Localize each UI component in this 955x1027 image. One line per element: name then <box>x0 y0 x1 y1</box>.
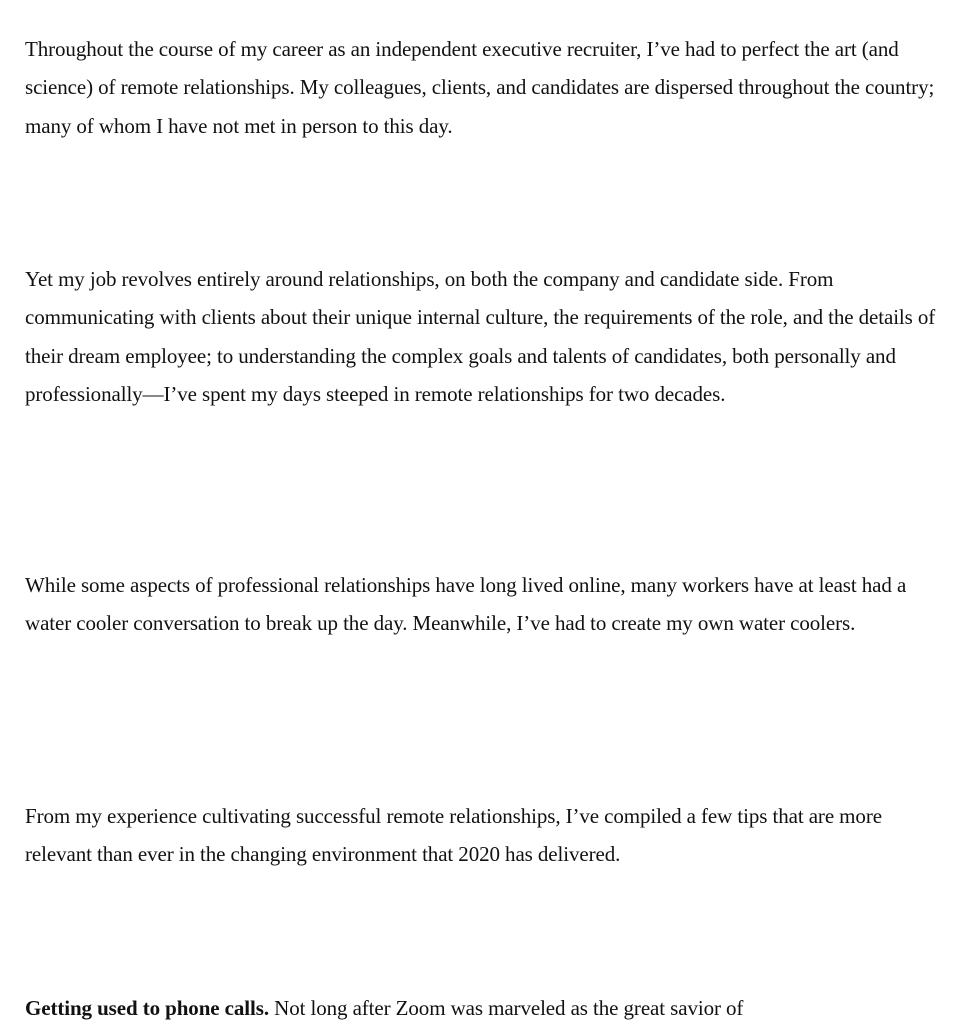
tip-heading: Getting used to phone calls. <box>25 996 269 1020</box>
paragraph-tip-phone-calls <box>25 989 940 1027</box>
paragraph-intro: Throughout the course of my career as an independent executive recruiter, I’ve had to perfect the art (and science) of remote relationships. My colleagues, clients, and candidates are dispersed throughout the country; many of whom I have not met in person to this day. <box>25 37 935 138</box>
paragraph-water-cooler: While some aspects of professional relationships have long lived online, many workers have at least had a water cooler conversation to break up the day. Meanwhile, I’ve had to create my own water coolers. <box>25 573 907 636</box>
paragraph-relationships: Yet my job revolves entirely around relationships, on both the company and candidate side. From communicating with clients about their unique internal culture, the requirements of the role, and the details of their dream employee; to understanding the complex goals and talents of candidates, both personally and professionally—I’ve spent my days steeped in remote relationships for two decades. <box>25 267 936 406</box>
paragraph-tips-intro: From my experience cultivating successful remote relationships, I’ve compiled a few tips that are more relevant than ever in the changing environment that 2020 has delivered. <box>25 804 882 867</box>
tip-text: Not long after Zoom was marveled as the great savior of <box>268 996 744 1020</box>
